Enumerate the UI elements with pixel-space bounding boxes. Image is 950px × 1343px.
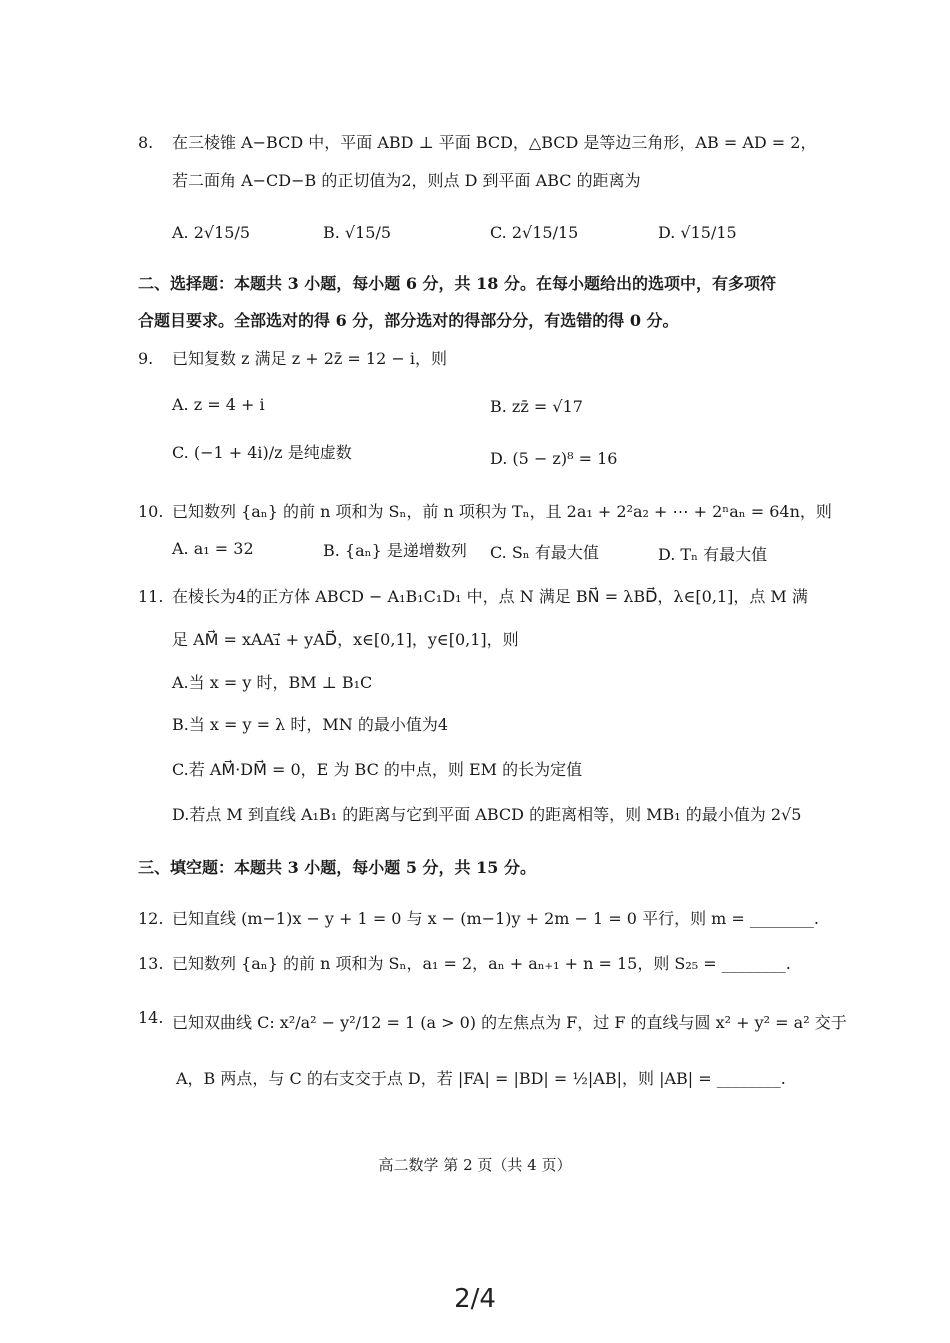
option-c: C. 2√15/15 (490, 223, 579, 242)
option-d: D. (5 − z)⁸ = 16 (490, 449, 618, 468)
section-heading: 二、选择题：本题共 3 小题，每小题 6 分，共 18 分。在每小题给出的选项中，有多项符 (138, 274, 776, 293)
question-text: 已知数列 {aₙ} 的前 n 项和为 Sₙ，前 n 项积为 Tₙ，且 2a₁ + 2²a₂ + ⋯ + 2ⁿaₙ = 64n，则 (172, 502, 832, 521)
question-text: 已知直线 (m−1)x − y + 1 = 0 与 x − (m−1)y + 2m − 1 = 0 平行，则 m = ________. (172, 909, 819, 928)
question-text: 已知复数 z 满足 z + 2z̄ = 12 − i，则 (172, 349, 447, 368)
option-a: A. 2√15/5 (172, 223, 251, 242)
option-d: D.若点 M 到直线 A₁B₁ 的距离与它到平面 ABCD 的距离相等，则 MB₁ 的最小值为 2√5 (172, 805, 802, 824)
option-b: B.当 x = y = λ 时，MN 的最小值为4 (172, 715, 449, 734)
option-c: C. (−1 + 4i)/z 是纯虚数 (172, 443, 352, 462)
option-a: A. z = 4 + i (172, 395, 265, 414)
question-text: A，B 两点，与 C 的右支交于点 D，若 |FA| = |BD| = ½|AB|，则 |AB| = ________. (176, 1069, 786, 1088)
question-number: 9. (138, 349, 154, 368)
page-indicator: 2/4 (454, 1284, 496, 1314)
option-c: C.若 AM⃗·DM⃗ = 0，E 为 BC 的中点，则 EM 的长为定值 (172, 760, 583, 779)
page-footer: 高二数学 第 2 页（共 4 页） (378, 1156, 572, 1174)
option-a: A.当 x = y 时，BM ⊥ B₁C (172, 673, 373, 692)
question-number: 14. (138, 1008, 164, 1027)
section-heading: 合题目要求。全部选对的得 6 分，部分选对的得部分分，有选错的得 0 分。 (138, 311, 679, 330)
question-text: 在三棱锥 A−BCD 中，平面 ABD ⊥ 平面 BCD，△BCD 是等边三角形，AB = AD = 2， (172, 133, 817, 152)
option-c: C. Sₙ 有最大值 (490, 543, 599, 562)
question-text: 已知数列 {aₙ} 的前 n 项和为 Sₙ，a₁ = 2，aₙ + aₙ₊₁ + n = 15，则 S₂₅ = ________. (172, 954, 791, 973)
option-d: D. Tₙ 有最大值 (658, 545, 768, 564)
option-b: B. {aₙ} 是递增数列 (323, 541, 467, 560)
question-text: 在棱长为4的正方体 ABCD − A₁B₁C₁D₁ 中，点 N 满足 BN⃗ = λBD⃗，λ∈[0,1]，点 M 满 (172, 587, 808, 606)
option-b: B. √15/5 (323, 223, 392, 242)
question-text: 若二面角 A−CD−B 的正切值为2，则点 D 到平面 ABC 的距离为 (172, 171, 641, 190)
option-b: B. zz̄ = √17 (490, 397, 583, 416)
question-number: 10. (138, 502, 164, 521)
question-number: 11. (138, 587, 164, 606)
option-a: A. a₁ = 32 (172, 539, 254, 558)
question-number: 12. (138, 909, 164, 928)
question-number: 8. (138, 133, 154, 152)
question-number: 13. (138, 954, 164, 973)
section-heading: 三、填空题：本题共 3 小题，每小题 5 分，共 15 分。 (138, 858, 536, 877)
option-d: D. √15/15 (658, 223, 737, 242)
question-text: 足 AM⃗ = xAA₁⃗ + yAD⃗，x∈[0,1]，y∈[0,1]，则 (172, 630, 519, 649)
question-text: 已知双曲线 C: x²/a² − y²/12 = 1 (a > 0) 的左焦点为 F，过 F 的直线与圆 x² + y² = a² 交于 (172, 1013, 847, 1032)
